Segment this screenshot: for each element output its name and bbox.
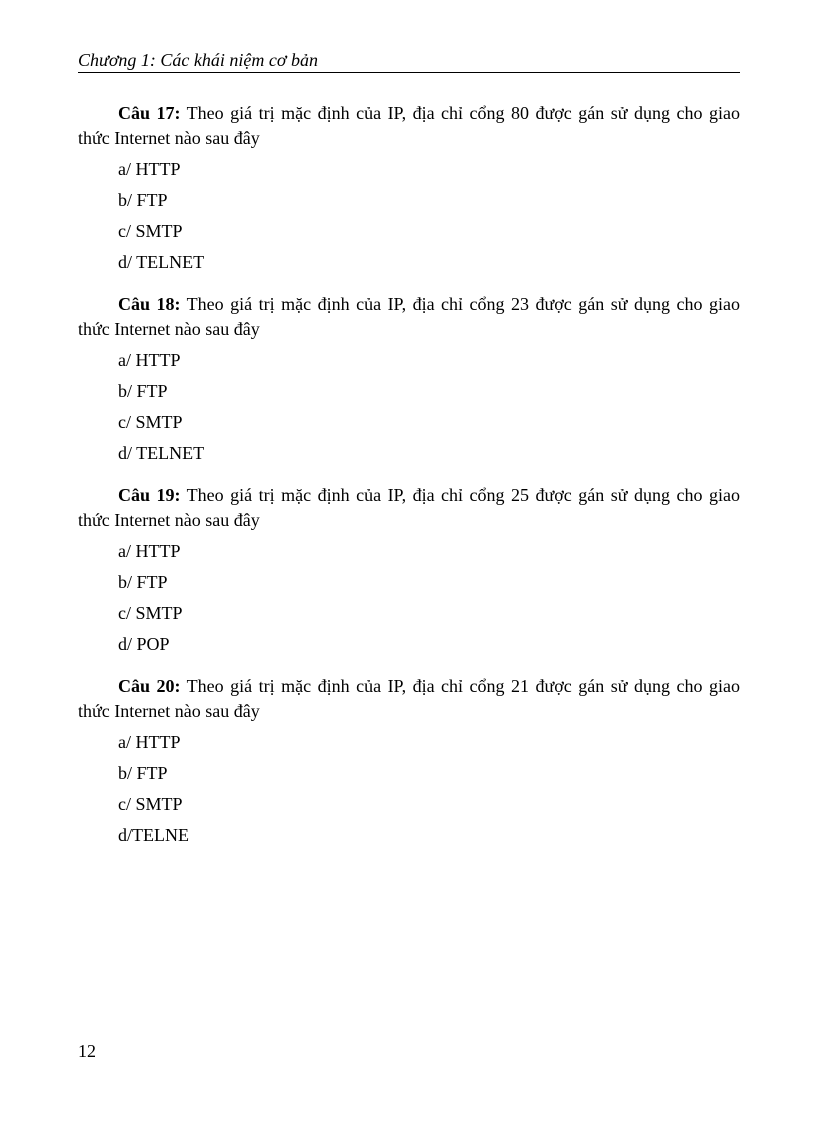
question-text	[78, 674, 740, 724]
option-c: c/ SMTP	[118, 603, 183, 623]
question-body: Theo giá trị mặc định của IP, địa chỉ cổng 23 được gán sử dụng cho giao thức Internet nào sau đây	[78, 294, 740, 339]
answer-options	[78, 536, 740, 660]
option-a: a/ HTTP	[118, 732, 181, 752]
question-body: Theo giá trị mặc định của IP, địa chỉ cổng 25 được gán sử dụng cho giao thức Internet nào sau đây	[78, 485, 740, 530]
option-b: b/ FTP	[118, 381, 168, 401]
question-body: Theo giá trị mặc định của IP, địa chỉ cổng 80 được gán sử dụng cho giao thức Internet nào sau đây	[78, 103, 740, 148]
option-b: b/ FTP	[118, 572, 168, 592]
question-17	[78, 101, 740, 278]
chapter-title: Chương 1: Các khái niệm cơ bản	[78, 50, 318, 70]
option-a: a/ HTTP	[118, 159, 181, 179]
option-d: d/ TELNET	[118, 443, 205, 463]
question-text	[78, 292, 740, 342]
question-label: Câu 19:	[118, 485, 181, 505]
answer-options	[78, 345, 740, 469]
option-a: a/ HTTP	[118, 541, 181, 561]
question-text	[78, 101, 740, 151]
answer-options	[78, 727, 740, 851]
question-label: Câu 18:	[118, 294, 181, 314]
option-c: c/ SMTP	[118, 794, 183, 814]
question-20	[78, 674, 740, 851]
page-header	[78, 50, 740, 73]
option-b: b/ FTP	[118, 190, 168, 210]
option-b: b/ FTP	[118, 763, 168, 783]
question-text	[78, 483, 740, 533]
question-label: Câu 17:	[118, 103, 181, 123]
question-19	[78, 483, 740, 660]
page-number: 12	[78, 1041, 96, 1061]
answer-options	[78, 154, 740, 278]
option-d: d/ POP	[118, 634, 170, 654]
question-body: Theo giá trị mặc định của IP, địa chỉ cổng 21 được gán sử dụng cho giao thức Internet nào sau đây	[78, 676, 740, 721]
option-c: c/ SMTP	[118, 221, 183, 241]
option-c: c/ SMTP	[118, 412, 183, 432]
option-a: a/ HTTP	[118, 350, 181, 370]
question-18	[78, 292, 740, 469]
page-content	[78, 101, 740, 865]
option-d: d/ TELNET	[118, 252, 205, 272]
option-d: d/TELNE	[118, 825, 189, 845]
question-label: Câu 20:	[118, 676, 181, 696]
